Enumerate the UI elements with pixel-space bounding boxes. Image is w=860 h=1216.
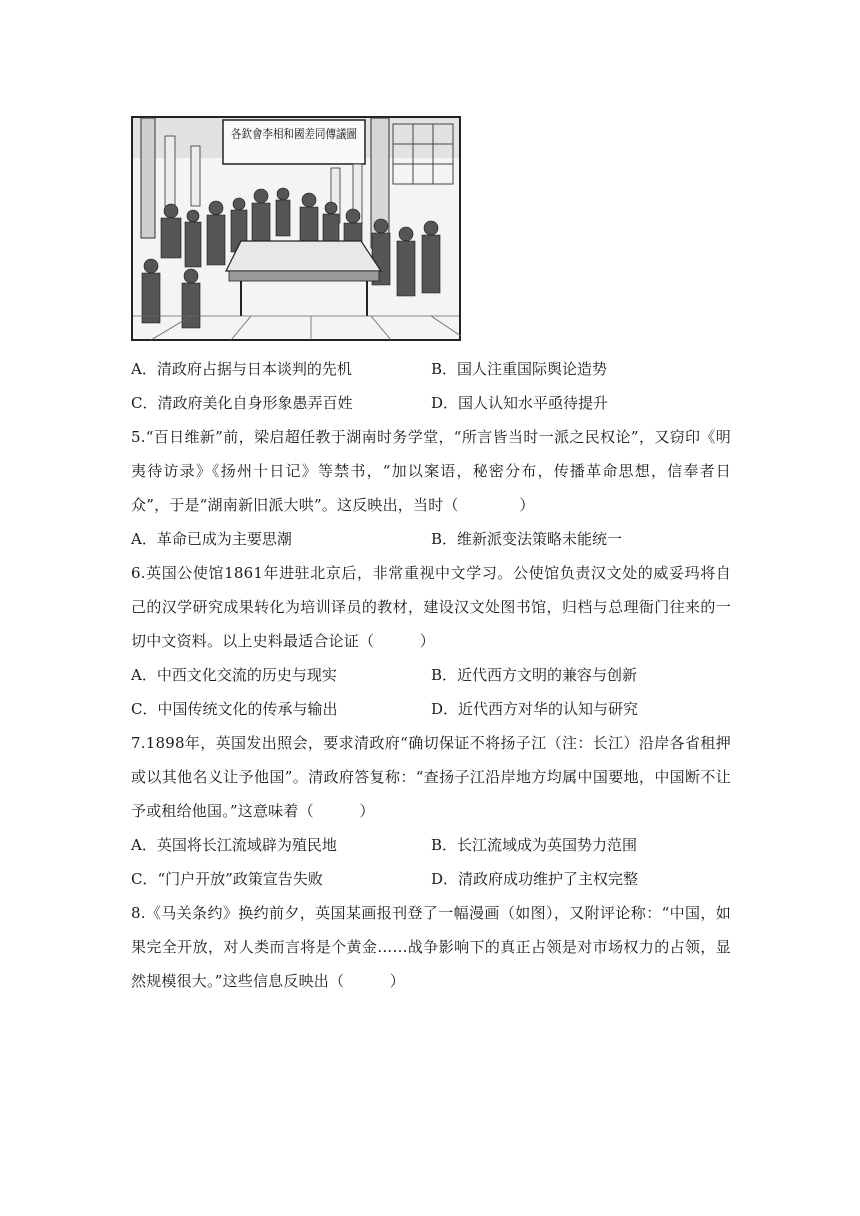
q7-option-b[interactable]: B．长江流域成为英国势力范围 <box>431 836 638 854</box>
banner-text: 各欽會李相和國差同傳議圖 <box>231 127 376 141</box>
q7-option-c[interactable]: C．“门户开放”政策宣告失败 <box>131 870 323 888</box>
q4-option-b[interactable]: B．国人注重国际舆论造势 <box>431 360 608 378</box>
q4-options-row-2 <box>131 386 731 420</box>
q7-option-a[interactable]: A．英国将长江流域辟为殖民地 <box>131 836 337 854</box>
q6-stem: 6.英国公使馆1861年进驻北京后，非常重视中文学习。公使馆负责汉文处的威妥玛将自己的汉学研究成果转化为培训译员的教材，建设汉文处图书馆，归档与总理衙门往来的一切中文资料。以上史料最适合论证（ ） <box>131 564 731 650</box>
q7-option-d[interactable]: D．清政府成功维护了主权完整 <box>431 870 639 888</box>
q8-stem: 8.《马关条约》换约前夕，英国某画报刊登了一幅漫画（如图），又附评论称：“中国，如果完全开放，对人类而言将是个黄金……战争影响下的真正占领是对市场权力的占领，显然规模很大。”这些信息反映出（ ） <box>131 904 731 990</box>
q5-stem: 5.“百日维新”前，梁启超任教于湖南时务学堂，“所言皆当时一派之民权论”，又窃印《明夷待访录》《扬州十日记》等禁书，“加以案语，秘密分布，传播革命思想，信奉者日众”，于是“湖南新旧派大哄”。这反映出，当时（ ） <box>131 428 731 514</box>
q6-option-b[interactable]: B．近代西方文明的兼容与创新 <box>431 666 638 684</box>
q7-stem: 7.1898年，英国发出照会，要求清政府“确切保证不将扬子江（注：长江）沿岸各省租押或以其他名义让予他国”。清政府答复称：“查扬子江沿岸地方均属中国要地，中国断不让予或租给他国。”这意味着（ ） <box>131 734 731 820</box>
q7-options-row-1 <box>131 828 731 862</box>
q5-option-a[interactable]: A．革命已成为主要思潮 <box>131 530 292 548</box>
q7-options-row-2 <box>131 862 731 896</box>
q6-option-a[interactable]: A．中西文化交流的历史与现实 <box>131 666 337 684</box>
q6-options-row-1 <box>131 658 731 692</box>
q6-option-c[interactable]: C．中国传统文化的传承与输出 <box>131 700 338 718</box>
q5-option-b[interactable]: B．维新派变法策略未能统一 <box>431 530 623 548</box>
q6-options-row-2 <box>131 692 731 726</box>
q4-options-row-1 <box>131 352 731 386</box>
q6-option-d[interactable]: D．近代西方对华的认知与研究 <box>431 700 639 718</box>
question-page <box>131 352 731 998</box>
q4-option-a[interactable]: A．清政府占据与日本谈判的先机 <box>131 360 352 378</box>
q4-option-d[interactable]: D．国人认知水平亟待提升 <box>431 394 609 412</box>
historical-engraving-figure <box>131 116 461 341</box>
q5-options-row-1 <box>131 522 731 556</box>
q4-option-c[interactable]: C．清政府美化自身形象愚弄百姓 <box>131 394 353 412</box>
